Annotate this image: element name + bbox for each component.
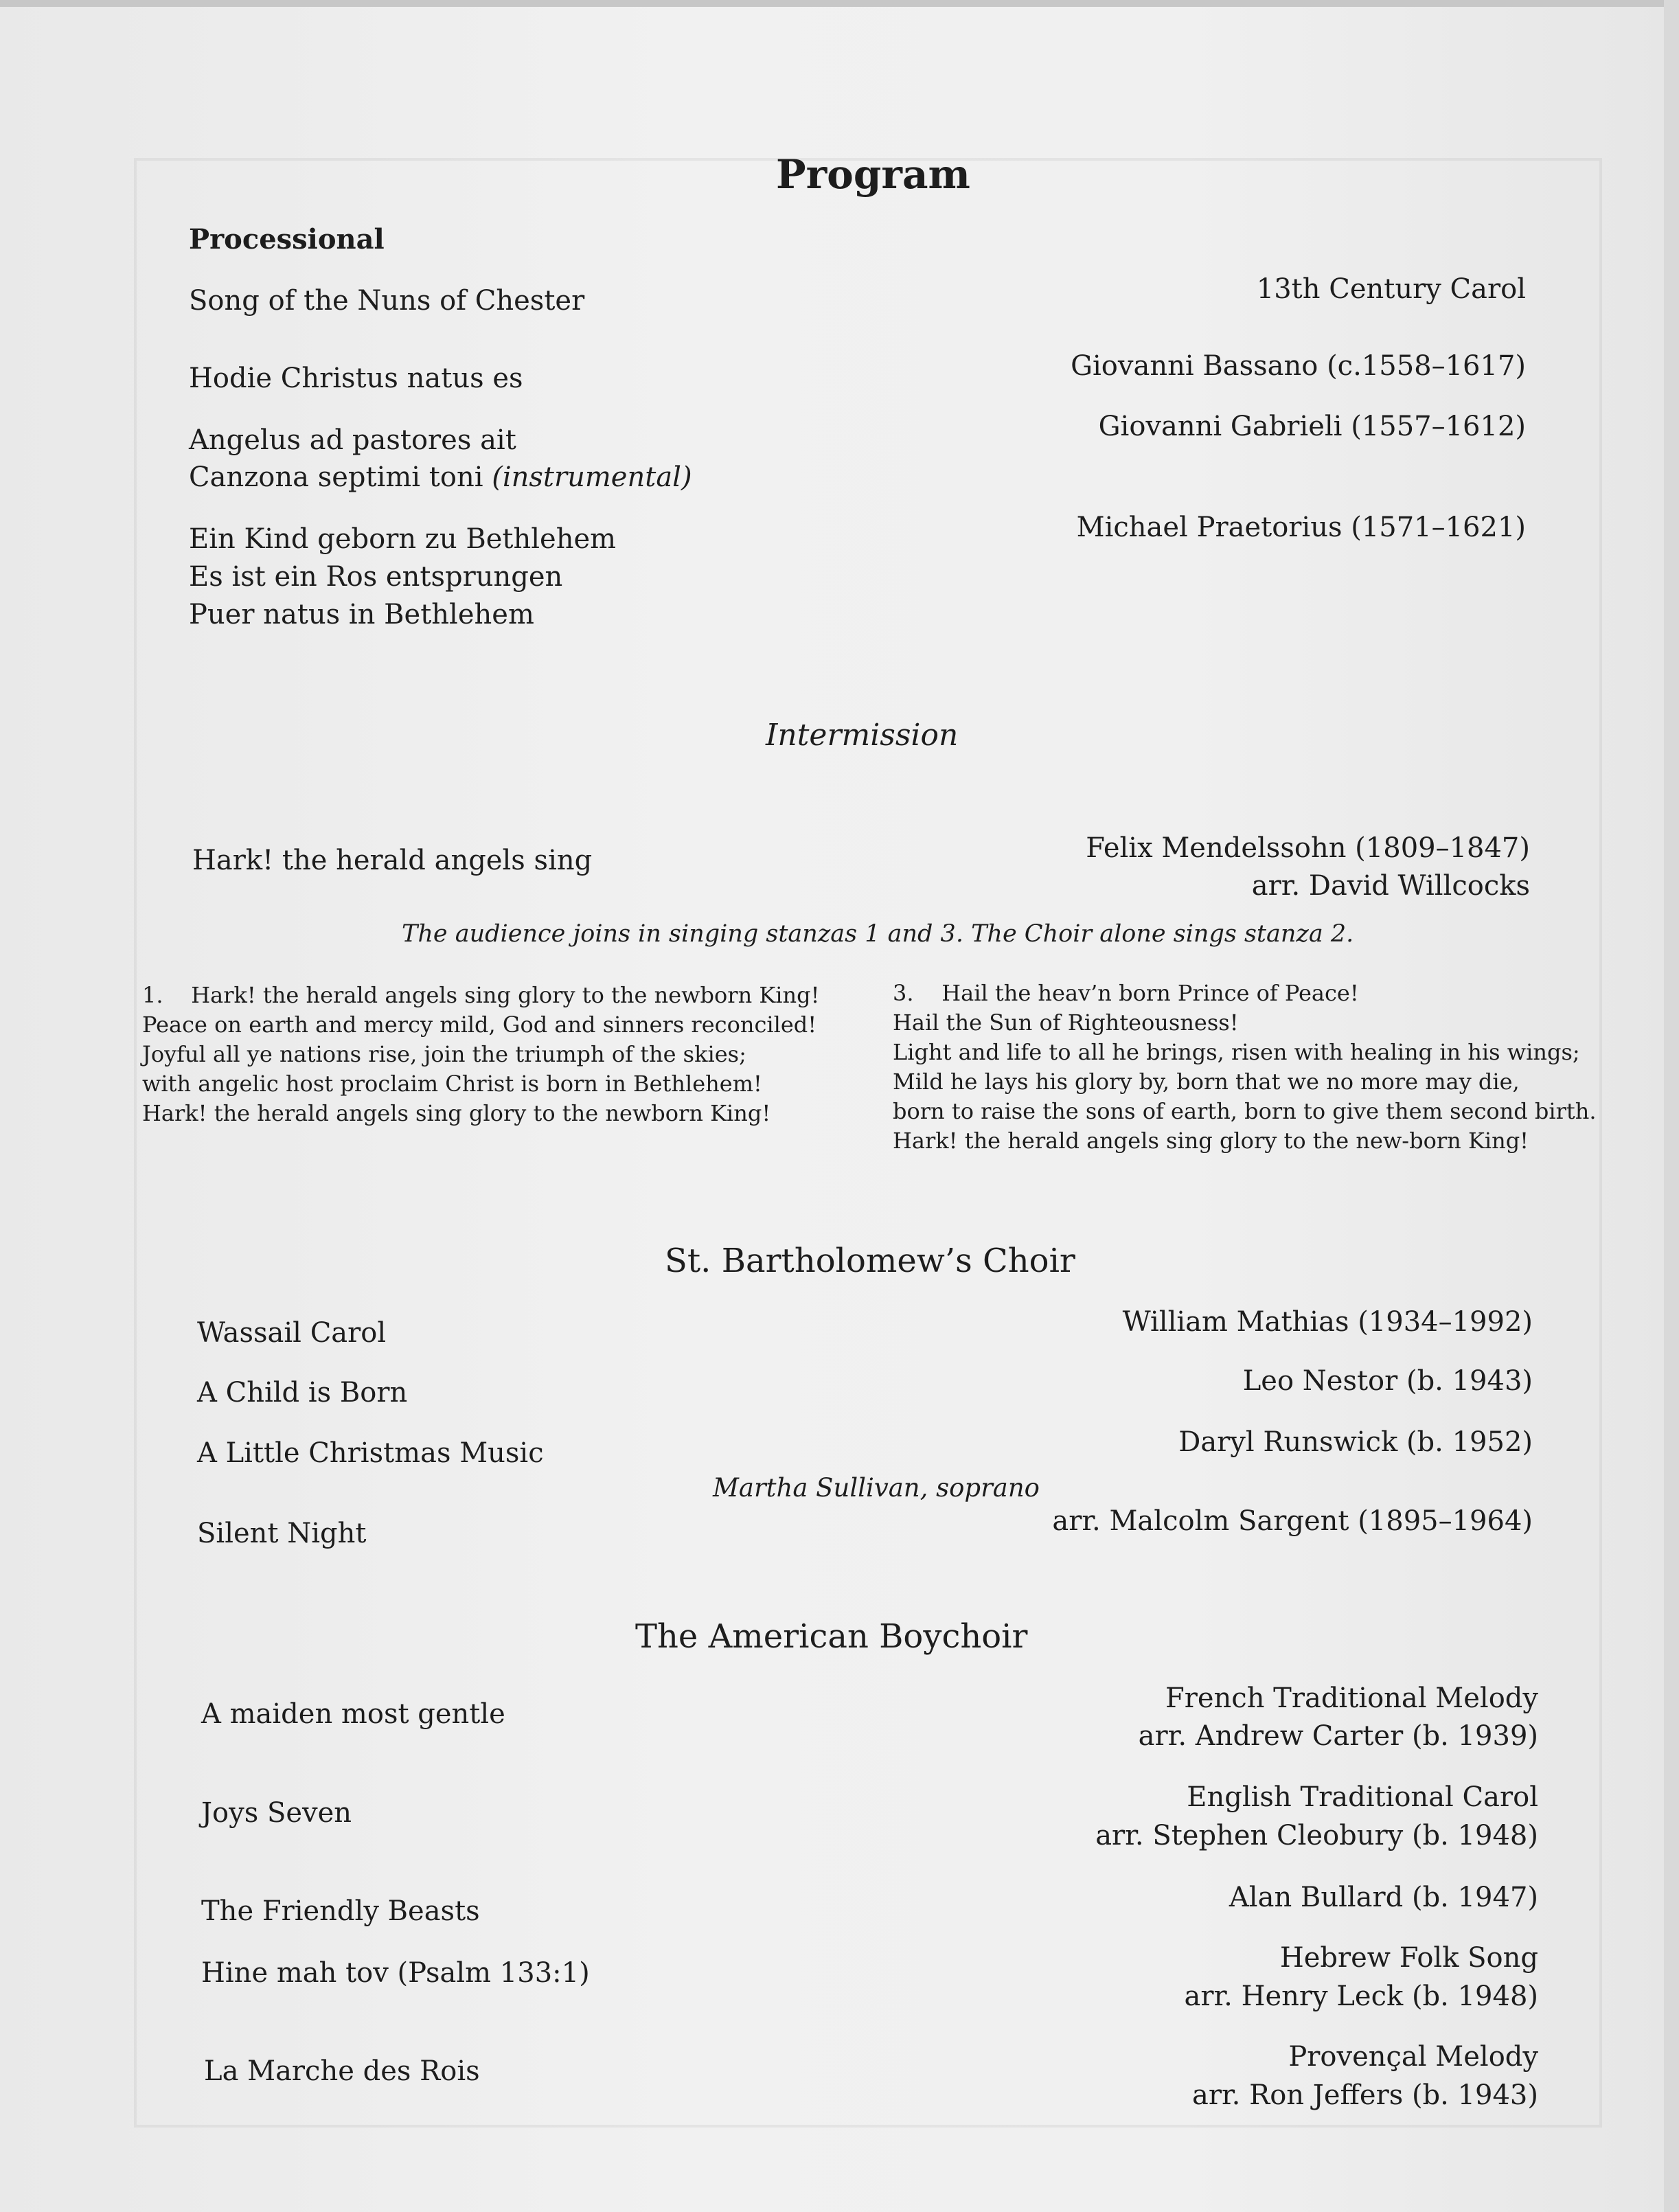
- hymn-composer: Felix Mendelssohn (1809–1847): [1086, 832, 1530, 864]
- program-item-title: Angelus ad pastores ait: [189, 424, 516, 456]
- verse-line: 3. Hail the heav’n born Prince of Peace!: [893, 980, 1359, 1006]
- verse-line: 1. Hark! the herald angels sing glory to the newborn King!: [142, 982, 820, 1008]
- boychoir-heading: The American Boychoir: [635, 1617, 1028, 1656]
- program-item-title: [189, 461, 692, 493]
- program-item-composer: Leo Nestor (b. 1943): [1242, 1365, 1533, 1397]
- verse-line: Hark! the herald angels sing glory to the new-born King!: [893, 1128, 1529, 1154]
- program-item-title: Ein Kind geborn zu Bethlehem: [189, 523, 617, 555]
- verse-line: with angelic host proclaim Christ is born in Bethlehem!: [142, 1071, 762, 1097]
- right-edge: [1664, 0, 1679, 2212]
- instrumental-note: (instrumental): [492, 461, 692, 493]
- top-edge: [0, 0, 1679, 7]
- program-item-title: Puer natus in Bethlehem: [189, 599, 534, 630]
- program-item-title: The Friendly Beasts: [201, 1895, 480, 1927]
- program-item-title: Joys Seven: [201, 1797, 352, 1829]
- program-item-composer: Michael Praetorius (1571–1621): [1076, 512, 1526, 543]
- program-item-composer: Alan Bullard (b. 1947): [1229, 1882, 1538, 1913]
- choir-heading: St. Bartholomew’s Choir: [665, 1242, 1075, 1280]
- soloist-credit: Martha Sullivan, soprano: [713, 1473, 1040, 1503]
- program-item-composer: arr. Malcolm Sargent (1895–1964): [1052, 1505, 1533, 1537]
- verse-line: Hail the Sun of Righteousness!: [893, 1010, 1239, 1036]
- processional-heading: Processional: [189, 223, 385, 255]
- program-item-title: A Little Christmas Music: [197, 1437, 544, 1469]
- hymn-arranger: arr. David Willcocks: [1251, 870, 1530, 902]
- stanza-3: [893, 979, 1597, 1156]
- program-item-arranger: arr. Andrew Carter (b. 1939): [1138, 1720, 1538, 1752]
- verse-line: Hark! the herald angels sing glory to the newborn King!: [142, 1100, 771, 1126]
- program-item-title: A Child is Born: [197, 1377, 408, 1409]
- program-item-composer: French Traditional Melody: [1165, 1683, 1538, 1714]
- verse-line: born to raise the sons of earth, born to give them second birth.: [893, 1098, 1597, 1124]
- program-item-composer: Provençal Melody: [1288, 2041, 1538, 2073]
- program-item-title: A maiden most gentle: [201, 1698, 505, 1730]
- program-item-composer: English Traditional Carol: [1187, 1781, 1538, 1813]
- audience-note: The audience joins in singing stanzas 1 and 3. The Choir alone sings stanza 2.: [402, 920, 1354, 948]
- hymn-title: Hark! the herald angels sing: [192, 845, 593, 876]
- verse-line: Peace on earth and mercy mild, God and sinners reconciled!: [142, 1012, 817, 1038]
- program-item-title: Hodie Christus natus es: [189, 363, 523, 394]
- program-item-composer: Giovanni Bassano (c.1558–1617): [1071, 350, 1526, 382]
- program-item-title: Es ist ein Ros entsprungen: [189, 561, 563, 593]
- verse-line: Light and life to all he brings, risen with healing in his wings;: [893, 1039, 1580, 1065]
- program-item-title: Silent Night: [197, 1518, 367, 1549]
- program-item-title-text: Canzona septimi toni: [189, 461, 492, 493]
- page-title: Program: [776, 151, 970, 198]
- program-item-composer: Daryl Runswick (b. 1952): [1178, 1426, 1533, 1458]
- intermission-heading: Intermission: [766, 718, 959, 753]
- program-item-title: Song of the Nuns of Chester: [189, 285, 585, 317]
- stanza-1: [142, 981, 819, 1128]
- program-item-composer: William Mathias (1934–1992): [1122, 1306, 1533, 1338]
- program-item-title: Wassail Carol: [197, 1317, 387, 1349]
- verse-line: Joyful all ye nations rise, join the triumph of the skies;: [142, 1041, 746, 1067]
- program-item-title: Hine mah tov (Psalm 133:1): [201, 1957, 590, 1989]
- verse-line: Mild he lays his glory by, born that we no more may die,: [893, 1069, 1520, 1095]
- program-item-arranger: arr. Henry Leck (b. 1948): [1184, 1981, 1538, 2012]
- program-item-composer: 13th Century Carol: [1256, 273, 1526, 305]
- program-item-title: La Marche des Rois: [204, 2055, 480, 2087]
- program-item-arranger: arr. Ron Jeffers (b. 1943): [1191, 2079, 1538, 2111]
- program-item-arranger: arr. Stephen Cleobury (b. 1948): [1095, 1820, 1538, 1851]
- program-item-composer: Hebrew Folk Song: [1279, 1942, 1538, 1974]
- program-item-composer: Giovanni Gabrieli (1557–1612): [1098, 411, 1526, 442]
